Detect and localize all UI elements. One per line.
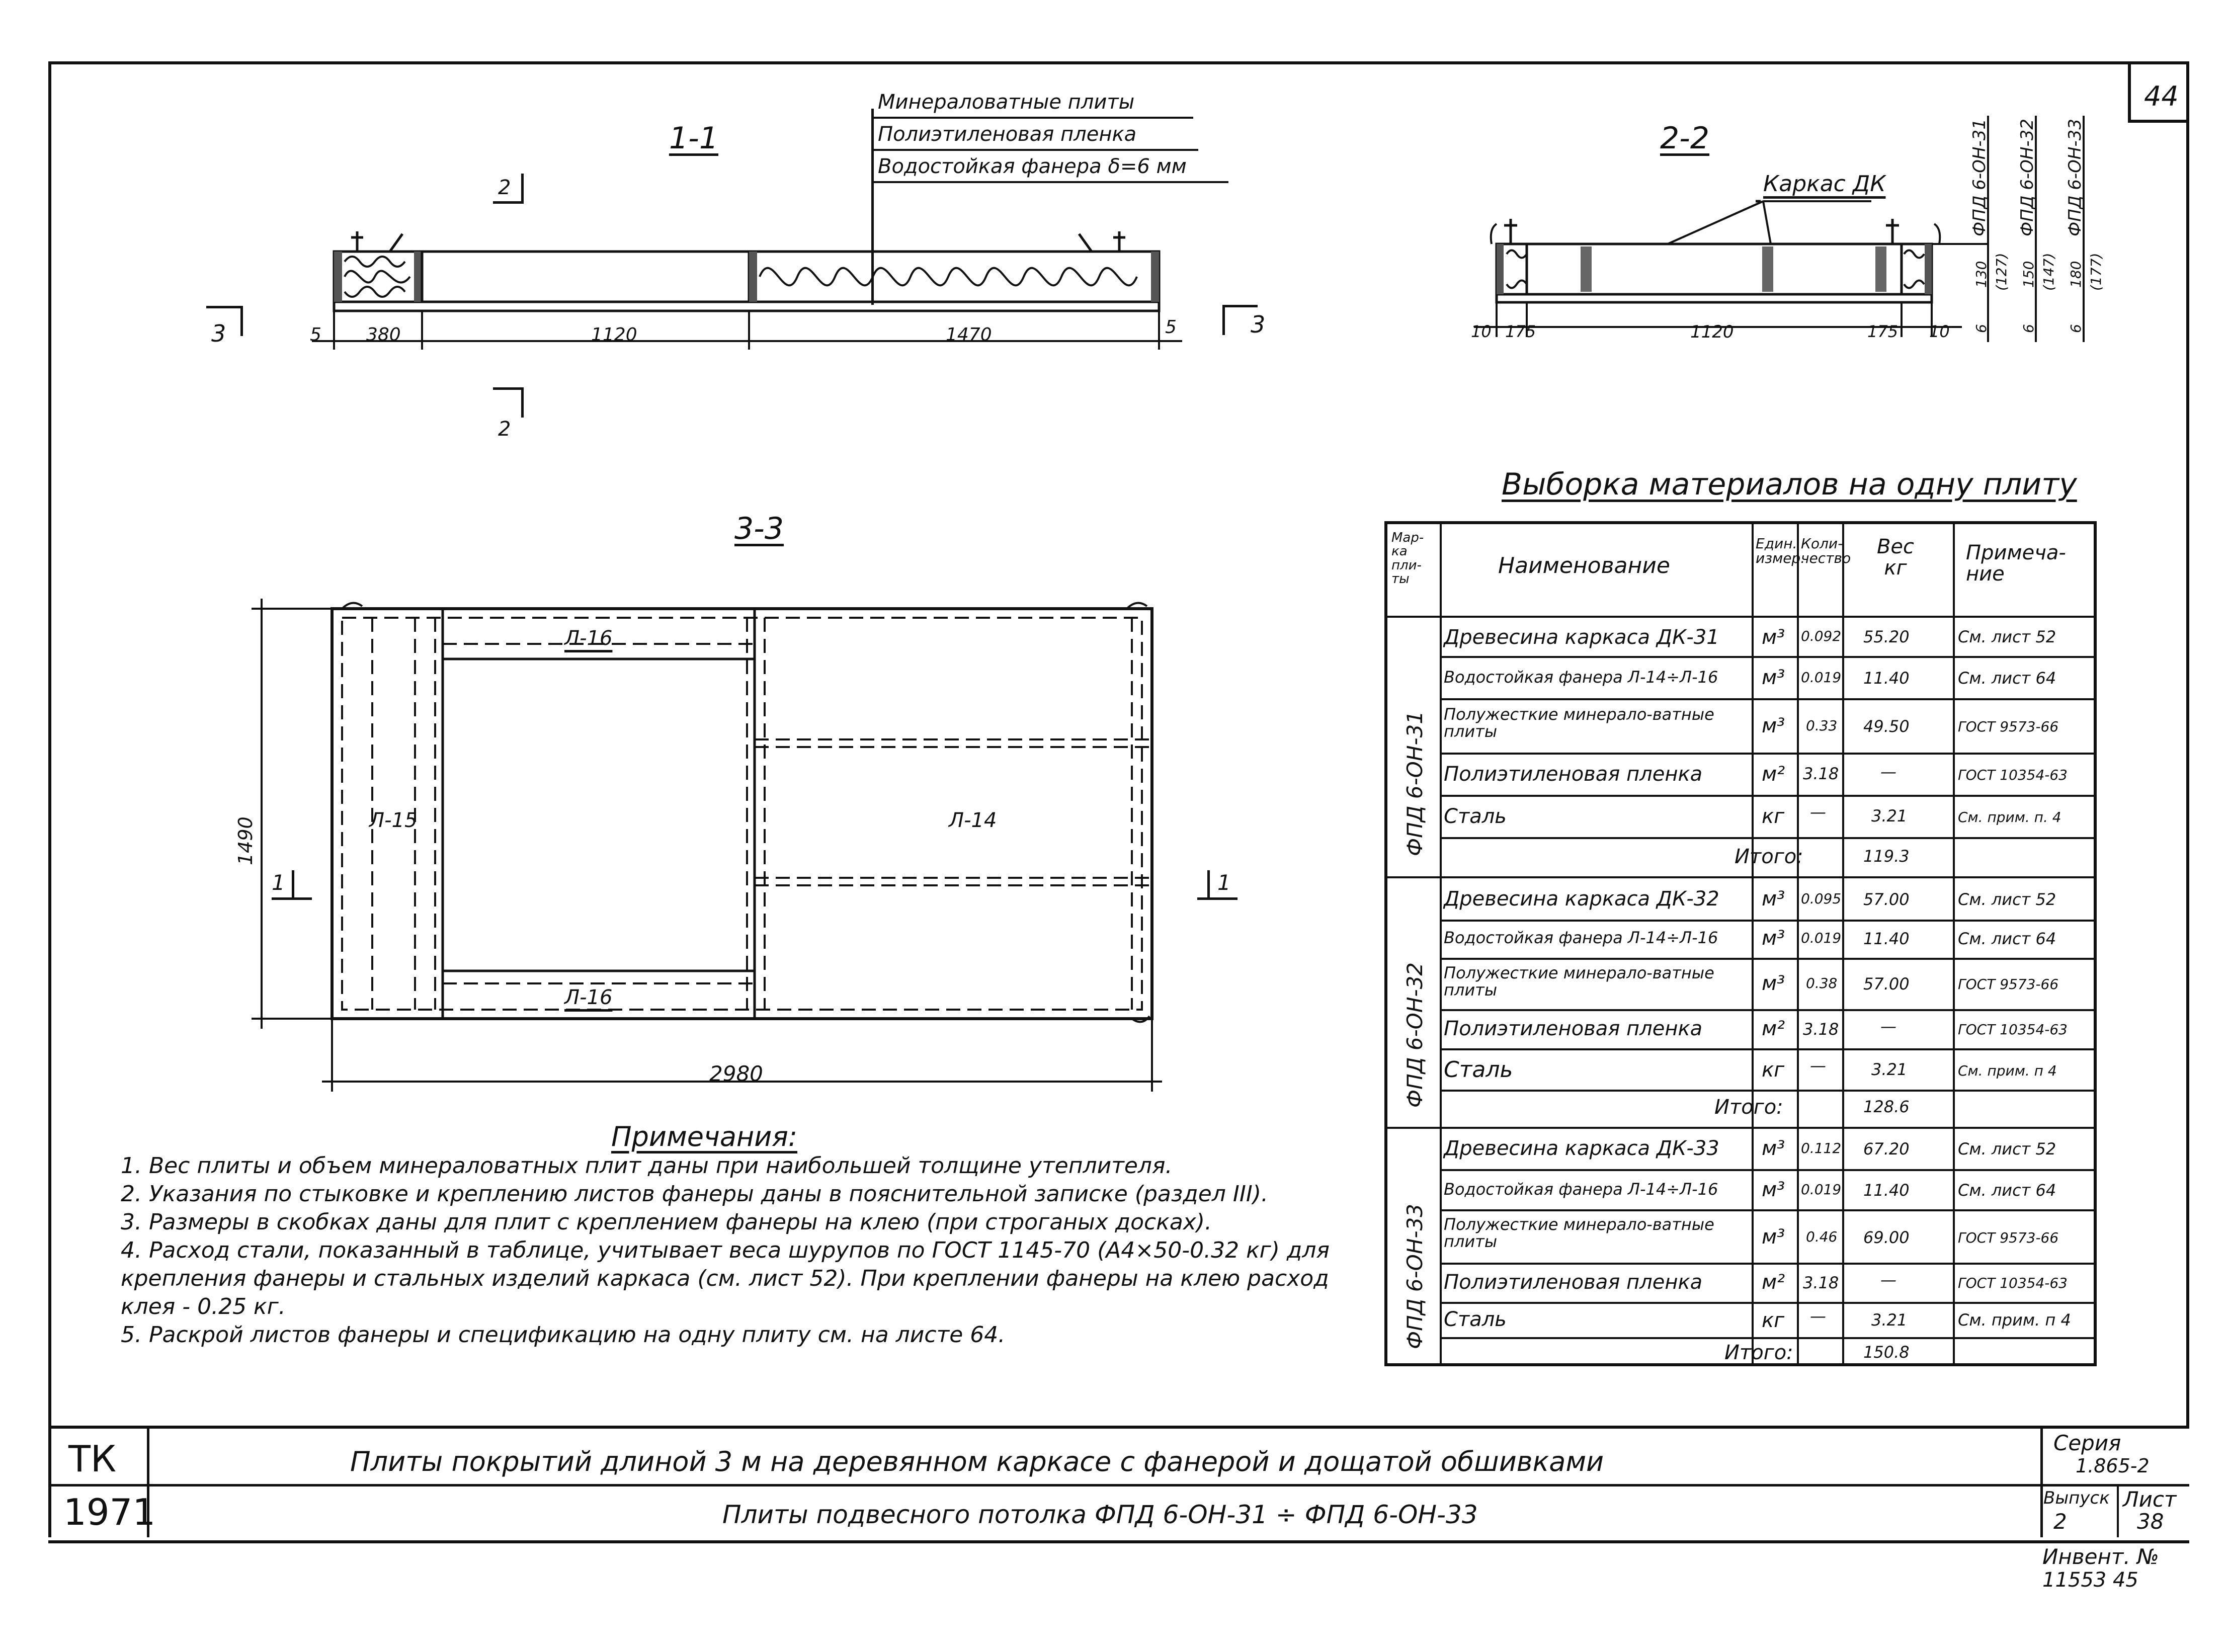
col-line-note (1953, 524, 1955, 1363)
g1-r5-name: Сталь (1444, 805, 1507, 828)
notes-list (121, 1152, 1368, 1349)
vdim-150: 150 (2020, 261, 2037, 288)
dim-2-2-175-right: 175 (1867, 322, 1899, 341)
note-3: 3. Размеры в скобках даны для плит с креплением фанеры на клею (при строганых досках). (121, 1209, 1212, 1235)
cut-mark-3-left: 3 (211, 320, 226, 347)
title-block-year: 1971 (63, 1491, 156, 1533)
dim-width-2980: 2980 (709, 1061, 763, 1086)
g1-r2-note: См. лист 64 (1958, 669, 2056, 688)
col-line-weight (1842, 524, 1844, 1363)
g1-r4-note: ГОСТ 10354-63 (1958, 767, 2068, 783)
g1-r1-qty: 0.092 (1801, 628, 1842, 644)
g2-r5-note: См. прим. п 4 (1958, 1062, 2057, 1079)
g3-r1-qty: 0.112 (1801, 1140, 1842, 1157)
g3-total: 150.8 (1863, 1343, 1910, 1362)
label-l16-top: Л-16 (564, 627, 613, 650)
section-3-3-drawing (241, 594, 1222, 1102)
g3-total-label: Итого: (1724, 1341, 1793, 1364)
g3-r4-qty: 3.18 (1803, 1273, 1839, 1292)
g3-r1-unit: м³ (1762, 1137, 1785, 1160)
g1-total: 119.3 (1863, 847, 1910, 866)
sheet-label: Лист (2123, 1487, 2177, 1512)
g2-r4-weight: — (1880, 1017, 1896, 1036)
dim-2-2-1120: 1120 (1690, 322, 1734, 342)
sheet-number-box-left (2128, 61, 2131, 122)
dim-1-1-380: 380 (366, 324, 401, 345)
row-line-g2-3 (1440, 1009, 2097, 1011)
g1-r4-weight: — (1880, 762, 1896, 781)
sheet-number-box-bottom (2128, 120, 2189, 123)
g3-r5-weight: 3.21 (1871, 1310, 1908, 1330)
g3-r3-qty: 0.46 (1806, 1228, 1838, 1245)
g1-r4-qty: 3.18 (1803, 764, 1839, 783)
g2-r2-unit: м³ (1762, 927, 1785, 950)
g3-r4-unit: м² (1762, 1271, 1785, 1294)
label-l15: Л-15 (369, 809, 418, 832)
title-block-mid (48, 1484, 2040, 1486)
col-line-unit (1752, 524, 1754, 1363)
row-line-g3-5 (1440, 1337, 2097, 1339)
g2-r2-name: Водостойкая фанера Л-14÷Л-16 (1444, 928, 1718, 947)
header-unit: Един. измер. (1756, 535, 1805, 567)
g1-r4-unit: м² (1762, 763, 1785, 786)
frame-top (48, 61, 2189, 64)
dim-height-1490: 1490 (234, 816, 257, 865)
g1-r5-note: См. прим. п. 4 (1958, 809, 2061, 825)
g3-r2-unit: м³ (1762, 1178, 1785, 1201)
g3-r4-weight: — (1880, 1270, 1896, 1289)
dim-2-2-10-right: 10 (1929, 322, 1950, 341)
sheet-value: 38 (2137, 1509, 2164, 1534)
row-line-g2-4 (1440, 1048, 2097, 1050)
header-note: Примеча-ние (1966, 541, 2066, 586)
g2-r2-weight: 11.40 (1863, 929, 1910, 948)
g2-r3-note: ГОСТ 9573-66 (1958, 976, 2059, 993)
g3-r5-qty: — (1810, 1306, 1826, 1326)
row-line-g1-4 (1440, 795, 2097, 797)
dim-1-1-1470: 1470 (946, 324, 992, 345)
variant-label-32: ФПД 6-ОН-32 (2017, 119, 2037, 236)
g1-r3-note: ГОСТ 9573-66 (1958, 718, 2059, 735)
cut-mark-3-right: 3 (1251, 311, 1266, 338)
series-value: 1.865-2 (2076, 1455, 2150, 1477)
row-line-g1-2 (1440, 698, 2097, 700)
g2-r4-note: ГОСТ 10354-63 (1958, 1021, 2068, 1038)
g3-r5-unit: кг (1762, 1309, 1785, 1332)
variant-label-33: ФПД 6-ОН-33 (2065, 119, 2085, 236)
g3-r2-name: Водостойкая фанера Л-14÷Л-16 (1444, 1180, 1718, 1199)
cut-mark-2-top: 2 (498, 176, 511, 199)
group-mark-33: ФПД 6-ОН-33 (1402, 1203, 1427, 1349)
variant-label-31: ФПД 6-ОН-31 (1969, 119, 1990, 236)
g3-r3-note: ГОСТ 9573-66 (1958, 1229, 2059, 1246)
g2-r1-unit: м³ (1762, 887, 1785, 911)
g1-r2-weight: 11.40 (1863, 669, 1910, 688)
vdim-177: (177) (2088, 253, 2104, 291)
g1-r4-name: Полиэтиленовая пленка (1444, 763, 1703, 786)
vdim-127: (127) (1993, 253, 2010, 291)
g3-r1-weight: 67.20 (1863, 1139, 1910, 1159)
g1-r1-name: Древесина каркаса ДК-31 (1444, 626, 1719, 649)
g2-r4-name: Полиэтиленовая пленка (1444, 1017, 1703, 1040)
g1-r3-weight: 49.50 (1863, 717, 1910, 736)
g2-total-label: Итого: (1714, 1096, 1783, 1119)
g1-r1-note: См. лист 52 (1958, 627, 2056, 646)
note-4: 4. Расход стали, показанный в таблице, учитывает веса шурупов по ГОСТ 1145-70 (А4×50-0.32 кг) для крепления фанеры и стальных изделий каркаса (см. лист 52). При креплении фанеры на клею расход клея - 0.25 кг. (121, 1237, 1330, 1319)
g1-r1-unit: м³ (1762, 626, 1785, 649)
dim-2-2-175-left: 175 (1505, 322, 1536, 341)
vdim-130: 130 (1973, 261, 1990, 288)
g2-r5-unit: кг (1762, 1058, 1785, 1082)
section-2-2-title: 2-2 (1660, 121, 1709, 156)
group-mark-32: ФПД 6-ОН-32 (1402, 962, 1427, 1108)
g3-r5-note: См. прим. п 4 (1958, 1310, 2071, 1330)
g1-r5-unit: кг (1762, 805, 1785, 828)
g1-r5-qty: — (1810, 802, 1826, 821)
note-2: 2. Указания по стыковке и креплению листов фанеры даны в пояснительной записке (раздел III). (121, 1181, 1268, 1207)
g1-r2-qty: 0.019 (1801, 669, 1842, 686)
title-block-series-mid (2040, 1484, 2189, 1486)
g2-r4-unit: м² (1762, 1017, 1785, 1040)
g1-r3-qty: 0.33 (1806, 717, 1838, 734)
vdim-6-a: 6 (1973, 324, 1990, 333)
callout-mineral-wool: Минераловатные плиты (878, 91, 1135, 114)
vdim-180: 180 (2068, 261, 2084, 288)
row-line-g1-end (1387, 876, 2094, 878)
dim-1-1-left-edge: 5 (310, 324, 321, 345)
g2-r1-note: См. лист 52 (1958, 890, 2056, 909)
g1-total-label: Итого: (1735, 845, 1803, 868)
g1-r2-unit: м³ (1762, 666, 1785, 689)
col-line-name (1440, 524, 1442, 1363)
g3-r3-name: Полужесткие минерало-ватные плиты (1444, 1215, 1714, 1251)
g2-r1-name: Древесина каркаса ДК-32 (1444, 887, 1719, 911)
cut-mark-1-right: 1 (1217, 870, 1231, 895)
title-line-2: Плиты подвесного потолка ФПД 6-ОН-31 ÷ ФПД 6-ОН-33 (722, 1500, 1478, 1529)
note-5: 5. Раскрой листов фанеры и спецификацию на одну плиту см. на листе 64. (121, 1322, 1006, 1348)
callout-polyethylene: Полиэтиленовая пленка (878, 123, 1137, 146)
g3-r2-note: См. лист 64 (1958, 1181, 2056, 1200)
row-line-g1-1 (1440, 656, 2097, 658)
g3-r4-name: Полиэтиленовая пленка (1444, 1271, 1703, 1294)
materials-table (1384, 521, 2097, 1366)
title-block (48, 1426, 2189, 1543)
inventory-value: 11553 45 (2042, 1568, 2138, 1592)
cut-mark-1-left-arrow (292, 870, 294, 898)
g3-r3-weight: 69.00 (1863, 1228, 1910, 1247)
g2-r3-name: Полужесткие минерало-ватные плиты (1444, 963, 1714, 1000)
dim-1-1-1120: 1120 (591, 324, 637, 345)
title-block-issue-sep (2117, 1484, 2119, 1537)
issue-value: 2 (2053, 1509, 2067, 1534)
callout-underline-2 (871, 149, 1198, 151)
label-l14: Л-14 (949, 809, 997, 832)
header-mark: Мар-ка пли-ты (1391, 530, 1424, 587)
title-block-series-sep (2040, 1429, 2043, 1537)
sheet-number-top: 44 (2144, 80, 2179, 112)
cut-mark-3-left-line (240, 306, 243, 336)
row-line-g2-2 (1440, 958, 2097, 960)
cut-mark-2-bottom-tick (493, 387, 523, 390)
group-mark-31: ФПД 6-ОН-31 (1402, 710, 1427, 856)
g3-r2-weight: 11.40 (1863, 1181, 1910, 1200)
cut-mark-2-bottom: 2 (498, 418, 511, 441)
g2-r2-qty: 0.019 (1801, 930, 1842, 946)
g2-r5-qty: — (1810, 1056, 1826, 1075)
frame-left (48, 61, 51, 1537)
header-name: Наименование (1498, 553, 1670, 579)
title-line-1: Плиты покрытий длиной 3 м на деревянном каркасе с фанерой и дощатой обшивками (350, 1446, 1604, 1477)
section-3-3-title: 3-3 (734, 511, 784, 546)
g1-r3-name: Полужесткие минерало-ватные плиты (1444, 705, 1714, 741)
header-weight: Вес кг (1876, 535, 1915, 580)
g1-r1-weight: 55.20 (1863, 627, 1910, 646)
frame-right (2186, 61, 2189, 1426)
cut-mark-1-right-line (1197, 897, 1237, 900)
table-title: Выборка материалов на одну плиту (1502, 467, 2077, 502)
row-line-g1-5 (1440, 837, 2097, 839)
callout-underline-3 (871, 181, 1228, 183)
cut-mark-3-right-line (1222, 305, 1225, 335)
g2-r2-note: См. лист 64 (1958, 929, 2056, 948)
g3-r1-note: См. лист 52 (1958, 1139, 2056, 1159)
cut-mark-2-top-tick (493, 201, 523, 204)
g2-total: 128.6 (1863, 1097, 1910, 1116)
row-line-g2-1 (1440, 920, 2097, 922)
g2-r1-qty: 0.095 (1801, 890, 1842, 907)
g2-r3-qty: 0.38 (1806, 975, 1838, 992)
g1-r2-name: Водостойкая фанера Л-14÷Л-16 (1444, 668, 1718, 687)
section-1-1-drawing (282, 211, 1237, 382)
label-l16-bottom: Л-16 (564, 986, 613, 1009)
header-qty: Коли-чество (1801, 535, 1851, 567)
g3-r5-name: Сталь (1444, 1308, 1507, 1331)
issue-label: Выпуск (2043, 1488, 2110, 1508)
g2-r3-unit: м³ (1762, 972, 1785, 995)
row-line-header (1387, 616, 2094, 618)
callout-frame-dk: Каркас ДК (1763, 171, 1886, 197)
g3-r1-name: Древесина каркаса ДК-33 (1444, 1137, 1719, 1160)
g1-r5-weight: 3.21 (1871, 806, 1908, 825)
cut-mark-2-top-line (521, 174, 524, 204)
cut-mark-2-bottom-line (521, 387, 524, 418)
vdim-147: (147) (2040, 253, 2057, 291)
row-line-g3-1 (1440, 1169, 2097, 1171)
row-line-g1-3 (1440, 753, 2097, 755)
g2-r1-weight: 57.00 (1863, 890, 1910, 909)
g3-r2-qty: 0.019 (1801, 1181, 1842, 1198)
g3-r4-note: ГОСТ 10354-63 (1958, 1275, 2068, 1291)
g3-r3-unit: м³ (1762, 1225, 1785, 1249)
cut-mark-1-right-arrow (1207, 870, 1210, 898)
dim-1-1-right-edge: 5 (1165, 317, 1177, 338)
series-label: Серия (2053, 1431, 2121, 1455)
cut-mark-3-left-tick (206, 306, 241, 308)
row-line-g3-3 (1440, 1263, 2097, 1265)
row-line-g3-4 (1440, 1302, 2097, 1304)
row-line-g2-end (1387, 1127, 2094, 1129)
row-line-g2-5 (1440, 1090, 2097, 1092)
g2-r5-name: Сталь (1444, 1057, 1513, 1083)
notes-title: Примечания: (611, 1121, 798, 1152)
section-1-1-title: 1-1 (669, 121, 718, 156)
vdim-6-c: 6 (2068, 324, 2084, 333)
g2-r5-weight: 3.21 (1871, 1060, 1908, 1079)
title-block-org: ТК (68, 1438, 117, 1480)
cut-mark-3-right-tick (1222, 305, 1258, 307)
callout-plywood: Водостойкая фанера δ=6 мм (878, 155, 1187, 178)
g1-r3-unit: м³ (1762, 714, 1785, 737)
callout-underline-1 (871, 117, 1193, 119)
cut-mark-1-left: 1 (272, 870, 285, 895)
col-line-qty (1797, 524, 1799, 1363)
inventory-label: Инвент. № (2042, 1544, 2159, 1569)
g2-r3-weight: 57.00 (1863, 974, 1910, 994)
row-line-g3-2 (1440, 1209, 2097, 1211)
g2-r4-qty: 3.18 (1803, 1020, 1839, 1039)
note-1: 1. Вес плиты и объем минераловатных плит даны при наибольшей толщине утеплителя. (121, 1153, 1173, 1179)
dim-2-2-10-left: 10 (1471, 322, 1492, 341)
vdim-6-b: 6 (2020, 324, 2037, 333)
